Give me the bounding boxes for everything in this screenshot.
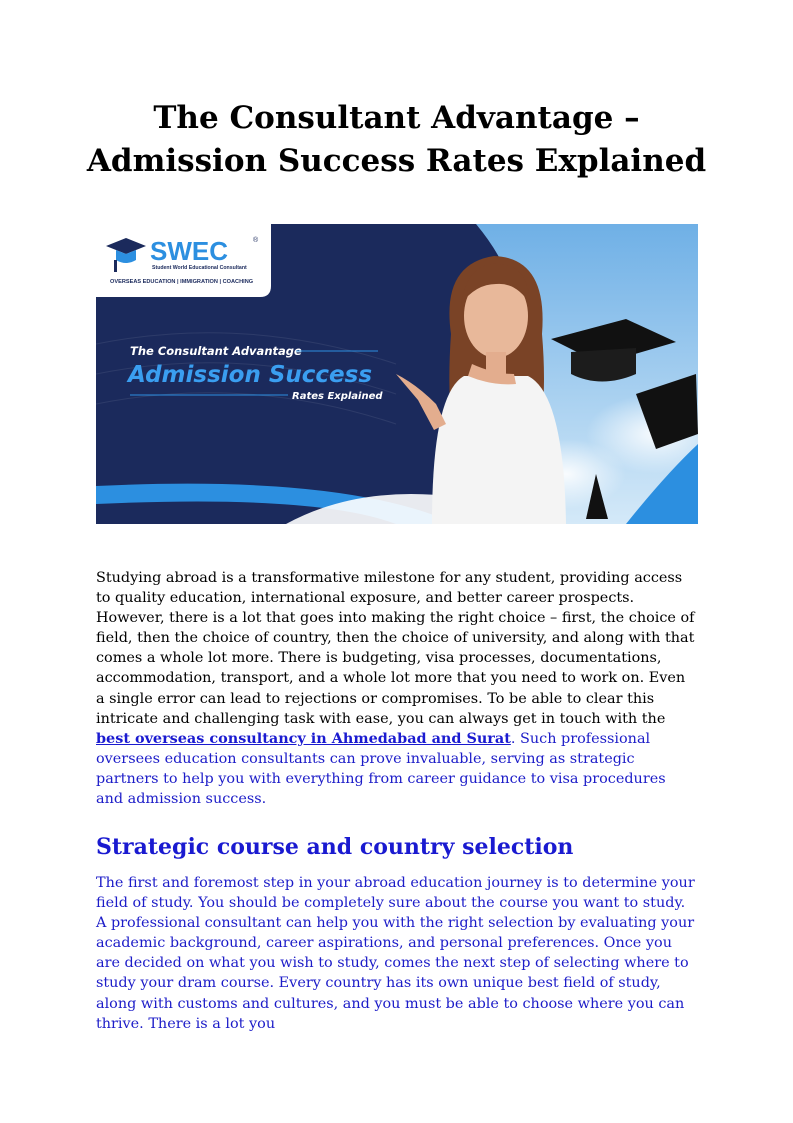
banner-heading-large: Admission Success xyxy=(128,362,373,388)
logo-subtitle: Student World Educational Consultant xyxy=(152,265,247,271)
logo-registered: ® xyxy=(253,237,259,244)
hero-banner xyxy=(96,224,698,524)
intro-text: Studying abroad is a transformative milestone for any student, providing access to quality education, international exposure, and better career prospects. However, there is a lot that goes into making the right choice – first, the choice of field, then the choice of country, then the choice of university, and along with that comes a whole lot more. There is budgeting, visa processes, documentations, accommodation, transport, and a whole lot more that you need to work on. Even a single error can lead to rejections or compromises. To be able to clear this intricate and challenging task with ease, you can always get in touch with the xyxy=(96,570,695,727)
intro-paragraph xyxy=(96,568,696,809)
logo-tagline: OVERSEAS EDUCATION | IMMIGRATION | COACHING xyxy=(110,279,254,285)
banner-heading-sub: Rates Explained xyxy=(292,391,383,402)
section-heading: Strategic course and country selection xyxy=(96,834,574,860)
title-line-2: Admission Success Rates Explained xyxy=(86,143,707,179)
title-line-1: The Consultant Advantage – xyxy=(153,100,640,136)
banner-heading-small: The Consultant Advantage xyxy=(130,344,302,358)
intro-text-continued: . Such professional oversees education consultants can prove invaluable, serving as strategic partners to help you with everything from career guidance to visa procedures and admission success. xyxy=(96,730,666,808)
document-title xyxy=(60,97,733,183)
section-paragraph: The first and foremost step in your abroad education journey is to determine your field of study. You should be completely sure about the course you want to study. A professional consultant can help you with the right selection by evaluating your academic background, career aspirations, and personal preferences. Once you are decided on what you wish to study, comes the next step of selecting where to study your dram course. Every country has its own unique best field of study, along with customs and cultures, and you must be able to choose where you can thrive. There is a lot you xyxy=(96,875,695,1032)
consultancy-link[interactable]: best overseas consultancy in Ahmedabad and Surat xyxy=(96,729,511,747)
logo-text: SWEC xyxy=(150,236,228,266)
